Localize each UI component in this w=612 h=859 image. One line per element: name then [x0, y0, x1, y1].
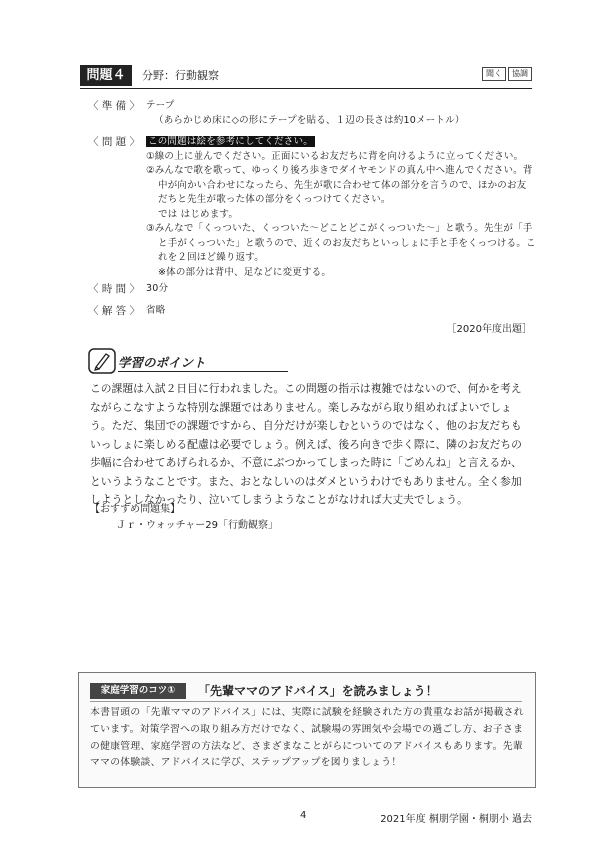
materials-line: テープ [146, 100, 175, 111]
question-note: ※体の部分は背中、足などに変更する。 [158, 266, 332, 278]
skill-tag: 協調 [508, 67, 532, 81]
question-item: ①線の上に並んでください。正面にいるお友だちに背を向けるように立ってください。 [146, 150, 524, 162]
footer-source: 2021年度 桐朋学園・桐朋小 過去 [380, 814, 532, 825]
skill-tags [482, 67, 532, 81]
answer-value: 省略 [146, 305, 166, 316]
problem-number: 問題４ [80, 65, 132, 86]
time-value: 30分 [146, 283, 169, 294]
year-tag: ［2020年度出題］ [446, 324, 532, 335]
materials-text [146, 99, 536, 128]
time-label: 〈 時 間 〉 [88, 283, 141, 295]
header-divider [80, 88, 532, 89]
question-item: では はじめます。 [158, 208, 239, 220]
question-item: ②みんなで歌を歌って、ゆっくり後ろ歩きでダイヤモンドの真ん中へ進んでください。背中が向かい合わせになったら、先生が歌に合わせて体の部分を言うので、ほかのお友だちと先生が歌った体の部分をくっつけてください。 [146, 165, 533, 205]
point-title: 学習のポイント [118, 355, 206, 370]
tips-badge: 家庭学習のコツ① [90, 683, 186, 699]
question-text [146, 135, 536, 280]
point-body: この課題は入試２日目に行われました。この問題の指示は複雑ではないので、何かを考えながらこなすような特別な課題ではありません。楽しみながら取り組めればよいでしょう。ただ、集団での課題ですから、自分だけが楽しむというのではなく、他のお友だちもいっしょに楽しめる配慮は必要でしょう。例えば、後ろ向きで歩く際に、隣のお友だちの歩幅に合わせてあげられるか、不意にぶつかってしまった時に「ごめんね」と言えるか、というようなことです。また、おとなしいのはダメというわけでもありません。全く参加しようとしなかったり、泣いてしまうようなことがなければ大丈夫でしょう。 [90, 382, 522, 506]
problem-field: 分野：行動観察 [142, 69, 219, 82]
recommend-item: Ｊｒ・ウォッチャー29「行動観察」 [116, 520, 279, 531]
materials-label: 〈 準 備 〉 [88, 100, 141, 112]
question-item: ③みんなで「くっついた、くっついた～どことどこがくっついた～」と歌う。先生が「手と手がくっついた」と歌うので、近くのお友だちといっしょに手と手をくっつける。これを２回ほど繰り返す。 [146, 223, 536, 263]
tips-title: 「先輩ママのアドバイス」を読みましょう！ [198, 684, 438, 698]
point-divider [118, 371, 288, 372]
recommend-label: 【おすすめ問題集】 [90, 504, 181, 515]
pencil-icon [88, 348, 116, 374]
question-lead: この問題は絵を参考にしてください。 [148, 136, 313, 147]
materials-line: （あらかじめ床に◇の形にテープを貼る、１辺の長さは約10メートル） [154, 114, 465, 126]
tips-divider [90, 701, 522, 702]
page-number: 4 [300, 810, 307, 821]
tips-body: 本書冒頭の「先輩ママのアドバイス」には、実際に試験を経験された方の貴重なお話が掲載されています。対策学習への取り組み方だけでなく、試験場の雰囲気や会場での過ごし方、お子さまの健康管理、家庭学習の方法など、さまざまなことがらについてのアドバイスもあります。先輩ママの体験談、アドバイスに学び、ステップアップを図りましょう！ [90, 707, 524, 769]
answer-label: 〈 解 答 〉 [88, 305, 141, 317]
skill-tag: 聞く [482, 67, 506, 81]
question-label: 〈 問 題 〉 [88, 136, 141, 148]
